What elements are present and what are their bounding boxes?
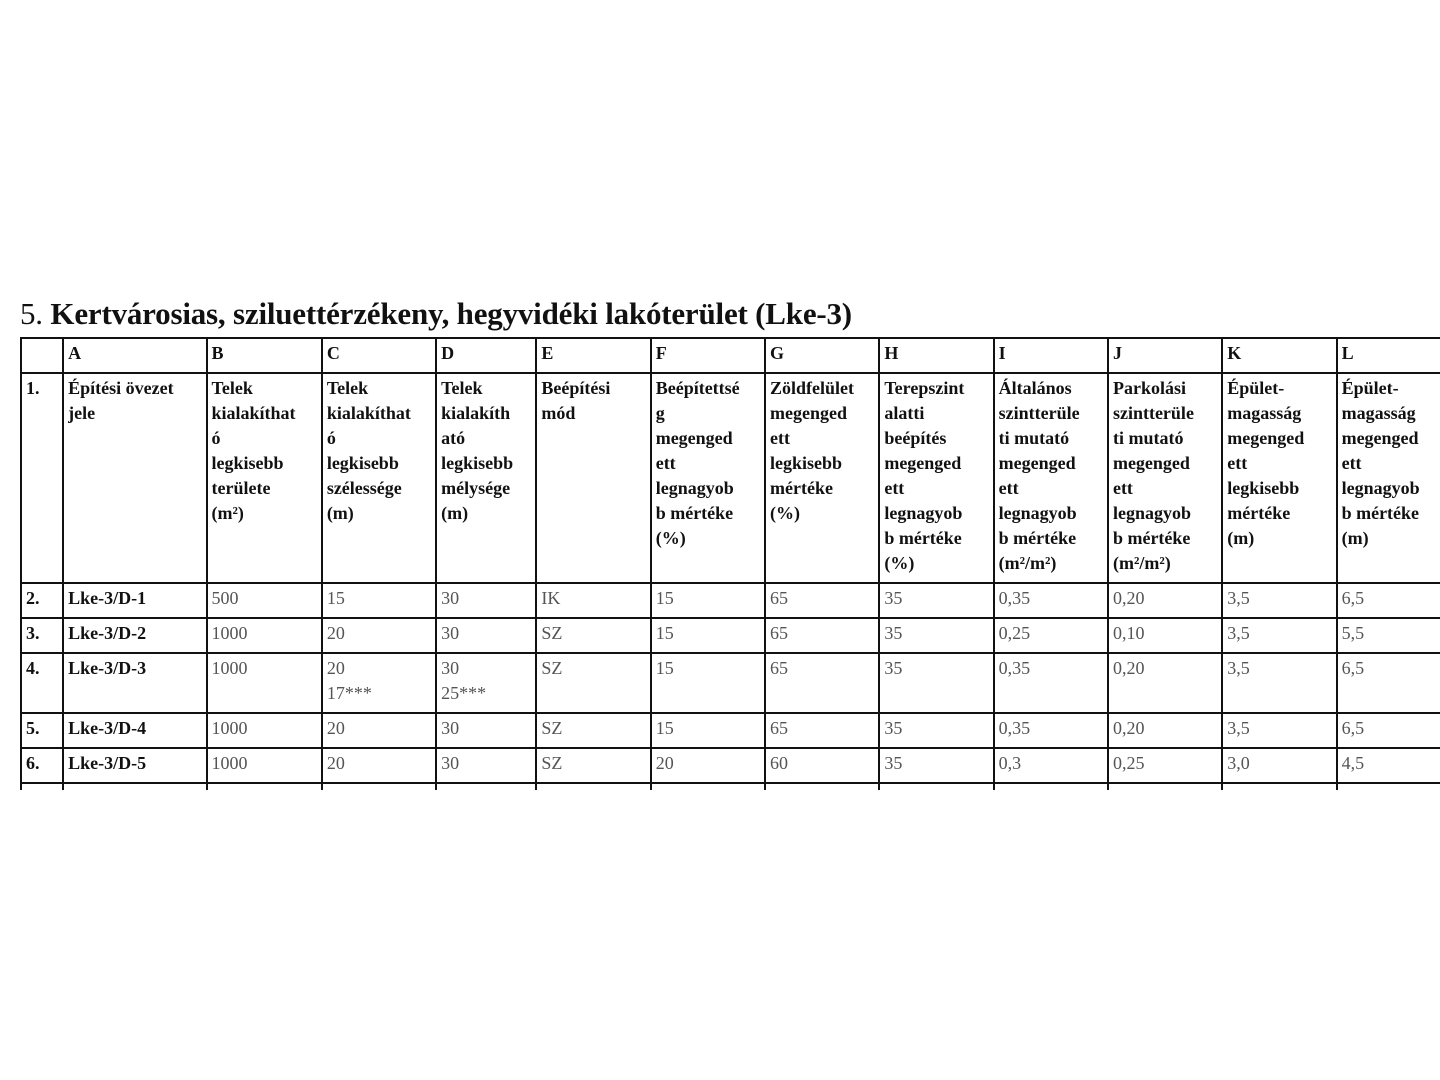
clipped-row bbox=[21, 783, 1440, 790]
table-cell: SZ bbox=[536, 653, 650, 713]
zone-code: Lke-3/D-1 bbox=[63, 583, 206, 618]
table-cell: 0,25 bbox=[994, 618, 1108, 653]
table-cell: 35 bbox=[879, 583, 993, 618]
table-cell: SZ bbox=[536, 713, 650, 748]
table-cell bbox=[536, 783, 650, 790]
table-cell: 35 bbox=[879, 653, 993, 713]
table-cell bbox=[21, 783, 63, 790]
table-cell: 20 bbox=[322, 748, 436, 783]
column-letter: I bbox=[994, 338, 1108, 373]
table-cell: 1000 bbox=[207, 748, 322, 783]
table-cell: 6,5 bbox=[1337, 583, 1440, 618]
zone-code: Lke-3/D-5 bbox=[63, 748, 206, 783]
table-cell: 0,3 bbox=[994, 748, 1108, 783]
table-cell: 3,5 bbox=[1222, 583, 1336, 618]
table-cell bbox=[63, 783, 206, 790]
table-cell bbox=[879, 783, 993, 790]
table-cell bbox=[322, 783, 436, 790]
title-number: 5. bbox=[20, 296, 43, 331]
table-cell: 20 bbox=[651, 748, 765, 783]
table-cell: 15 bbox=[651, 713, 765, 748]
row-number: 2. bbox=[21, 583, 63, 618]
column-letter: H bbox=[879, 338, 993, 373]
table-cell: 65 bbox=[765, 713, 879, 748]
column-header: Parkolási szintterüle ti mutató megenged ett legnagyob b mértéke (m²/m²) bbox=[1108, 373, 1222, 583]
table-cell: 30 bbox=[436, 748, 536, 783]
table-cell: 30 bbox=[436, 583, 536, 618]
column-header: Telek kialakíthat ó legkisebb területe (m²) bbox=[207, 373, 322, 583]
table-cell: 0,25 bbox=[1108, 748, 1222, 783]
column-header: Építési övezet jele bbox=[63, 373, 206, 583]
table-cell: 15 bbox=[651, 583, 765, 618]
table-cell bbox=[207, 783, 322, 790]
column-letter: A bbox=[63, 338, 206, 373]
table-cell: 6,5 bbox=[1337, 713, 1440, 748]
zoning-table-container bbox=[20, 337, 1440, 790]
table-cell: 0,20 bbox=[1108, 583, 1222, 618]
row-number: 4. bbox=[21, 653, 63, 713]
zone-code: Lke-3/D-2 bbox=[63, 618, 206, 653]
table-cell: 35 bbox=[879, 748, 993, 783]
column-header: Beépítési mód bbox=[536, 373, 650, 583]
table-cell: 1000 bbox=[207, 653, 322, 713]
column-header: Épület- magasság megenged ett legnagyob b mértéke (m) bbox=[1337, 373, 1440, 583]
column-header: Terepszint alatti beépítés megenged ett legnagyob b mértéke (%) bbox=[879, 373, 993, 583]
table-cell: 15 bbox=[322, 583, 436, 618]
row-number: 3. bbox=[21, 618, 63, 653]
table-cell: 20 bbox=[322, 713, 436, 748]
table-row bbox=[21, 748, 1440, 783]
row-number: 6. bbox=[21, 748, 63, 783]
table-title bbox=[20, 296, 852, 332]
table-cell: IK bbox=[536, 583, 650, 618]
table-cell: 0,35 bbox=[994, 713, 1108, 748]
row-number: 1. bbox=[21, 373, 63, 583]
table-cell: 5,5 bbox=[1337, 618, 1440, 653]
column-header: Épület- magasság megenged ett legkisebb mértéke (m) bbox=[1222, 373, 1336, 583]
table-cell bbox=[651, 783, 765, 790]
column-letter: D bbox=[436, 338, 536, 373]
column-letter: C bbox=[322, 338, 436, 373]
table-cell: 15 bbox=[651, 653, 765, 713]
zone-code: Lke-3/D-3 bbox=[63, 653, 206, 713]
column-letter-row bbox=[21, 338, 1440, 373]
table-cell: 15 bbox=[651, 618, 765, 653]
table-cell: 3,5 bbox=[1222, 618, 1336, 653]
zoning-table bbox=[20, 337, 1440, 790]
row-number: 5. bbox=[21, 713, 63, 748]
column-letter: L bbox=[1337, 338, 1440, 373]
table-cell bbox=[1108, 783, 1222, 790]
column-letter: F bbox=[651, 338, 765, 373]
table-cell: SZ bbox=[536, 748, 650, 783]
column-header: Beépítettsé g megenged ett legnagyob b mértéke (%) bbox=[651, 373, 765, 583]
column-letter: J bbox=[1108, 338, 1222, 373]
table-cell: 0,20 bbox=[1108, 713, 1222, 748]
table-cell: 4,5 bbox=[1337, 748, 1440, 783]
table-cell: 0,35 bbox=[994, 583, 1108, 618]
table-cell bbox=[994, 783, 1108, 790]
table-cell: 35 bbox=[879, 713, 993, 748]
column-letter: E bbox=[536, 338, 650, 373]
table-cell: 65 bbox=[765, 583, 879, 618]
table-row bbox=[21, 653, 1440, 713]
table-cell: 3,5 bbox=[1222, 713, 1336, 748]
table-cell: 65 bbox=[765, 618, 879, 653]
table-row bbox=[21, 713, 1440, 748]
column-letter: K bbox=[1222, 338, 1336, 373]
column-header: Telek kialakíth ató legkisebb mélysége (m) bbox=[436, 373, 536, 583]
table-cell: 60 bbox=[765, 748, 879, 783]
table-cell: 0,35 bbox=[994, 653, 1108, 713]
table-cell bbox=[765, 783, 879, 790]
column-header: Telek kialakíthat ó legkisebb szélessége (m) bbox=[322, 373, 436, 583]
table-cell: 20 bbox=[322, 618, 436, 653]
table-cell: 20 17*** bbox=[322, 653, 436, 713]
table-cell: 30 bbox=[436, 618, 536, 653]
table-cell: 1000 bbox=[207, 713, 322, 748]
zone-code: Lke-3/D-4 bbox=[63, 713, 206, 748]
table-cell: 3,5 bbox=[1222, 653, 1336, 713]
table-cell: 1000 bbox=[207, 618, 322, 653]
table-row bbox=[21, 618, 1440, 653]
table-cell: 35 bbox=[879, 618, 993, 653]
table-cell: 65 bbox=[765, 653, 879, 713]
table-cell: 0,10 bbox=[1108, 618, 1222, 653]
title-text: Kertvárosias, sziluettérzékeny, hegyvidéki lakóterület (Lke-3) bbox=[50, 296, 852, 331]
column-header: Általános szintterüle ti mutató megenged ett legnagyob b mértéke (m²/m²) bbox=[994, 373, 1108, 583]
table-cell: 30 bbox=[436, 713, 536, 748]
column-letter: G bbox=[765, 338, 879, 373]
table-cell: 0,20 bbox=[1108, 653, 1222, 713]
table-cell bbox=[436, 783, 536, 790]
column-header: Zöldfelület megenged ett legkisebb mértéke (%) bbox=[765, 373, 879, 583]
table-cell: 6,5 bbox=[1337, 653, 1440, 713]
table-cell bbox=[1222, 783, 1336, 790]
table-row bbox=[21, 583, 1440, 618]
header-row bbox=[21, 373, 1440, 583]
table-cell bbox=[1337, 783, 1440, 790]
column-letter: B bbox=[207, 338, 322, 373]
column-letter bbox=[21, 338, 63, 373]
table-cell: 500 bbox=[207, 583, 322, 618]
table-cell: 3,0 bbox=[1222, 748, 1336, 783]
table-cell: SZ bbox=[536, 618, 650, 653]
table-cell: 30 25*** bbox=[436, 653, 536, 713]
